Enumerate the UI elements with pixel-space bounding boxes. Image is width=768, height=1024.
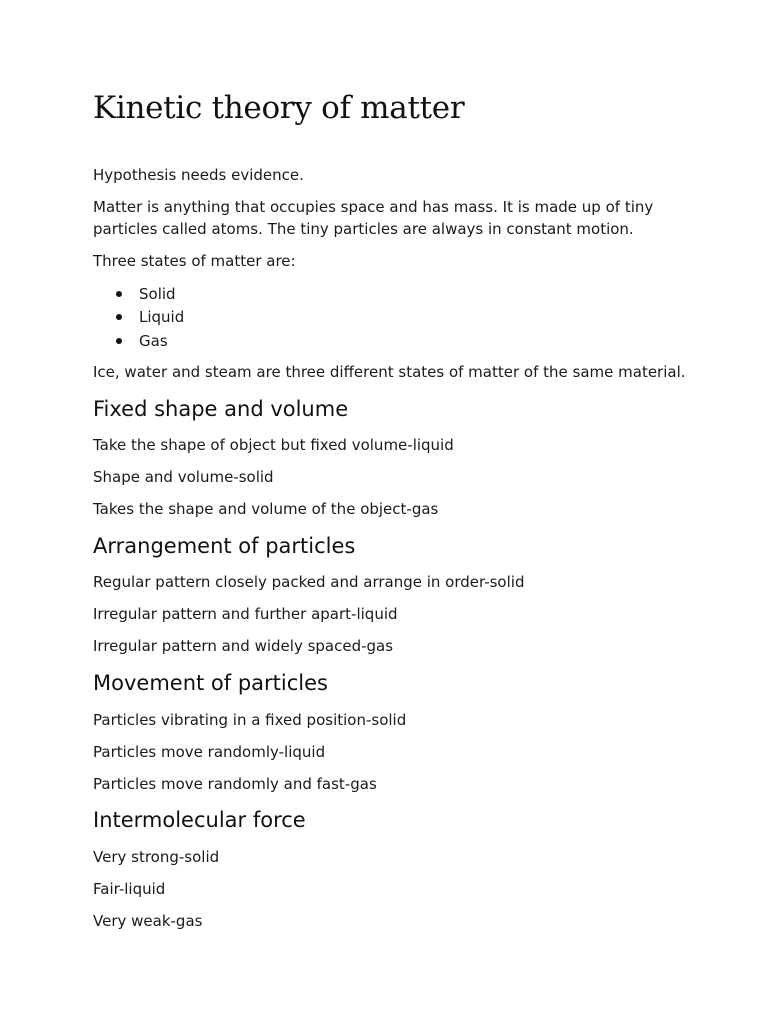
section-line: Very weak-gas (93, 912, 203, 930)
section-line: Very strong-solid (93, 848, 220, 866)
section-line: Regular pattern closely packed and arrange in order-solid (93, 573, 525, 591)
state-label: Gas (139, 331, 168, 350)
section-line: Take the shape of object but fixed volume-liquid (93, 436, 454, 454)
state-label: Solid (139, 285, 176, 303)
section-line: Shape and volume-solid (93, 468, 274, 486)
states-lead-text: Three states of matter are: (93, 252, 296, 270)
section-line: Fair-liquid (93, 880, 166, 898)
section-heading-intermolecular: Intermolecular force (93, 808, 306, 832)
section-line: Irregular pattern and widely spaced-gas (93, 637, 394, 655)
states-list (93, 283, 184, 353)
matter-definition-line-2: particles called atoms. The tiny particles are always in constant motion. (93, 220, 634, 238)
list-item (93, 283, 184, 306)
bullet-icon (116, 338, 122, 344)
section-line: Particles move randomly-liquid (93, 743, 326, 761)
state-label: Liquid (139, 308, 185, 327)
section-line: Takes the shape and volume of the object-gas (93, 500, 439, 518)
matter-definition-line-1: Matter is anything that occupies space and has mass. It is made up of tiny (93, 198, 654, 216)
list-item (93, 330, 184, 353)
bullet-icon (116, 291, 122, 297)
page-title: Kinetic theory of matter (93, 90, 465, 126)
hypothesis-text: Hypothesis needs evidence. (93, 166, 304, 184)
section-heading-shape-volume: Fixed shape and volume (93, 397, 349, 421)
section-line: Particles move randomly and fast-gas (93, 775, 377, 793)
list-item (93, 306, 184, 329)
section-heading-movement: Movement of particles (93, 671, 328, 695)
example-text: Ice, water and steam are three different states of matter of the same material. (93, 363, 686, 381)
section-line: Irregular pattern and further apart-liquid (93, 605, 398, 623)
bullet-icon (116, 314, 122, 320)
section-line: Particles vibrating in a fixed position-solid (93, 711, 407, 729)
section-heading-arrangement: Arrangement of particles (93, 534, 356, 558)
